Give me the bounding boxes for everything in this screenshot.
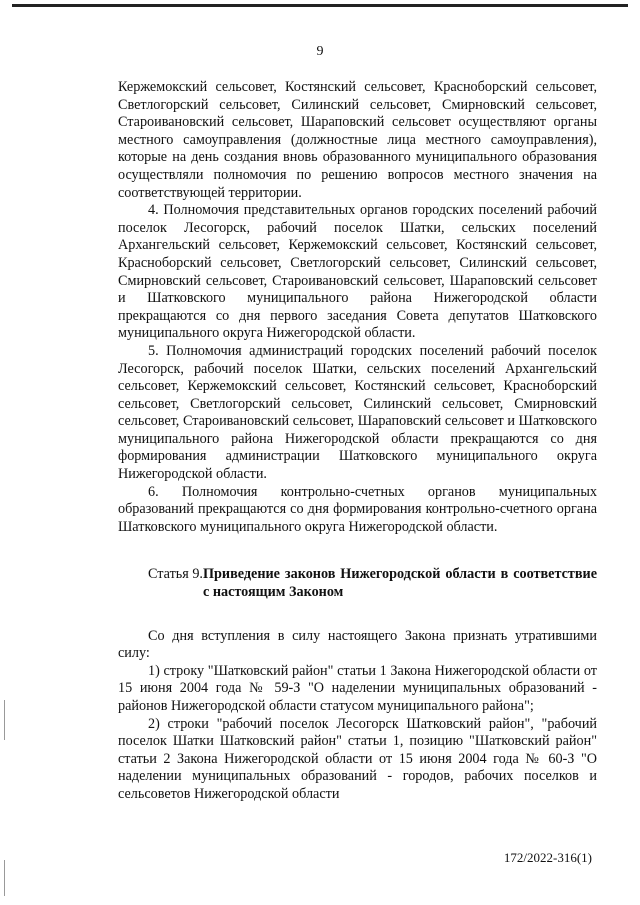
article-intro: Со дня вступления в силу настоящего Закона признать утратившими силу: — [118, 627, 597, 662]
article-item-2: 2) строки "рабочий поселок Лесогорск Шатковский район", "рабочий поселок Шатки Шатковский район" статьи 1, позицию "Шатковский район" статьи 2 Закона Нижегородской области от 15 июня 2004 года № 60-З "О наделении муниципальных образований - городов, рабочих поселков и сельсоветов Нижегородской области — [118, 715, 597, 802]
paragraph-4: 4. Полномочия представительных органов городских поселений рабочий поселок Лесогорск, рабочий поселок Шатки, сельских поселений Архангельский сельсовет, Кержемокский сельсовет, Костянский сельсовет, Красноборский сельсовет, Светлогорский сельсовет, Силинский сельсовет, Смирновский сельсовет, Староивановский сельсовет, Шараповский сельсовет и Шатковского муниципального района Нижегородской области прекращаются со дня первого заседания Совета депутатов Шатковского муниципального округа Нижегородской области. — [118, 202, 597, 342]
article-label: Статья 9. — [148, 566, 203, 583]
document-code: 172/2022-316(1) — [503, 850, 592, 865]
article-item-1: 1) строку "Шатковский район" статьи 1 Закона Нижегородской области от 15 июня 2004 года № 59-З "О наделении муниципальных образований - районов Нижегородской области статусом муниципального района"; — [118, 662, 597, 714]
scan-margin-mark — [4, 700, 5, 740]
paragraph-continued: Кержемокский сельсовет, Костянский сельсовет, Красноборский сельсовет, Светлогорский сельсовет, Силинский сельсовет, Смирновский сельсовет, Староивановский сельсовет, Шараповский сельсовет осуществляют органы местного самоуправления (должностные лица местного самоуправления), которые на день создания вновь образованного муниципального образования осуществляли полномочия по решению вопросов местного значения на соответствующей территории. — [118, 79, 597, 201]
paragraph-5: 5. Полномочия администраций городских поселений рабочий поселок Лесогорск, рабочий поселок Шатки, сельских поселений Архангельский сельсовет, Кержемокский сельсовет, Костянский сельсовет, Красноборский сельсовет, Светлогорский сельсовет, Силинский сельсовет, Смирновский сельсовет, Староивановский сельсовет, Шараповский сельсовет и Шатковского муниципального района Нижегородской области прекращаются со дня формирования администрации Шатковского муниципального округа Нижегородской области. — [118, 342, 597, 483]
article-title: Приведение законов Нижегородской области в соответствие с настоящим Законом — [202, 566, 597, 601]
document-body — [118, 79, 597, 804]
article-9-heading — [118, 566, 597, 601]
page-number: 9 — [316, 44, 324, 59]
paragraph-6: 6. Полномочия контрольно-счетных органов муниципальных образований прекращаются со дня формирования контрольно-счетного органа Шатковского муниципального округа Нижегородской области. — [118, 483, 597, 535]
scan-margin-mark — [4, 860, 5, 896]
top-border-line — [12, 4, 628, 7]
